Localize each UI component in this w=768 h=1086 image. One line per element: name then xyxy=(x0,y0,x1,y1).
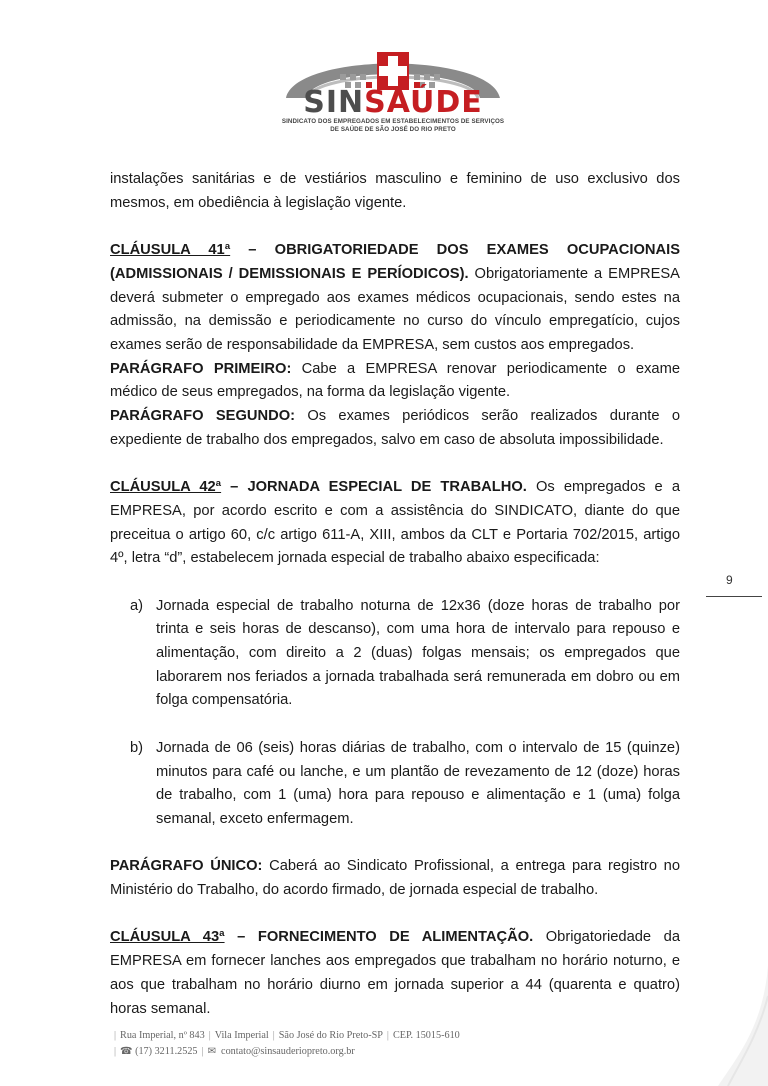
clause-43-heading: CLÁUSULA 43ª xyxy=(110,929,225,946)
intro-paragraph: instalações sanitárias e de vestiários masculino e feminino de uso exclusivo dos mesmos, em obediência à legislação vigente. xyxy=(110,171,680,211)
list-marker: a) xyxy=(130,597,144,614)
sinsaude-logo xyxy=(278,40,508,134)
clause-43-text: Obrigatoriedade da EMPRESA em fornecer lanches aos empregados que trabalham no horário noturno, e aos que trabalham no horário diurno em jornada superior a 44 (quarenta e quatro) horas semanal. xyxy=(110,929,680,1017)
page-number-rule xyxy=(706,596,762,597)
clause-43-title: FORNECIMENTO DE ALIMENTAÇÃO. xyxy=(257,929,534,946)
clause-42: CLÁUSULA 42ª – JORNADA ESPECIAL DE TRABALHO. Os empregados e a EMPRESA, por acordo escrito e com a assistência do SINDICATO, diante do que preceitua o artigo 60, c/c artigo 611-A, XIII, ambos da CLT e Portaria 702/2015, artigo 4º, letra “d”, estabelecem jornada especial de trabalho abaixo especificada: xyxy=(110,479,680,567)
list-item-text: Jornada de 06 (seis) horas diárias de trabalho, com o intervalo de 15 (quinze) minutos para café ou lanche, e um plantão de revezamento de 12 (doze) horas de trabalho, com 1 (uma) hora para repouso e alimentação e 1 (uma) folga semanal, exceto enfermagem. xyxy=(156,739,680,827)
logo-wordmark: SINSAÚDE xyxy=(303,85,483,120)
document-body xyxy=(110,168,680,1021)
clause-41-heading: CLÁUSULA 41ª xyxy=(110,242,231,259)
footer-address-line: | Rua Imperial, nº 843 | Vila Imperial | São José do Rio Preto-SP | CEP. 15015-610 xyxy=(114,1030,460,1041)
footer-email[interactable]: contato@sinsauderiopreto.org.br xyxy=(221,1045,355,1057)
list-marker: b) xyxy=(130,739,144,756)
footer-phone: (17) 3211.2525 xyxy=(135,1045,198,1057)
clause-42-paragraph-unico: PARÁGRAFO ÚNICO: Caberá ao Sindicato Profissional, a entrega para registro no Ministério do Trabalho, do acordo firmado, de jornada especial de trabalho. xyxy=(110,858,680,899)
footer-address: Rua Imperial, nº 843 xyxy=(120,1030,205,1041)
phone-icon: ☎ xyxy=(120,1045,133,1057)
list-item-text: Jornada especial de trabalho noturna de 12x36 (doze horas de trabalho por trinta e seis horas de descanso), com uma hora de intervalo para repouso e alimentação, com direito a 2 (duas) folgas mensais; os empregados que laborarem nos feriados a jornada trabalhada será remunerada em dobro ou em folga compensatória. xyxy=(156,597,680,709)
footer-district: Vila Imperial xyxy=(214,1030,269,1041)
page-number: 9 xyxy=(726,573,733,587)
clause-41: CLÁUSULA 41ª – OBRIGATORIEDADE DOS EXAMES OCUPACIONAIS (ADMISSIONAIS / DEMISSIONAIS E PERÍODICOS). Obrigatoriamente a EMPRESA deverá submeter o empregado aos exames médicos ocupacionais, sendo estes na admissão, na demissão e periodicamente no curso do vínculo empregatício, cujos exames serão de responsabilidade da EMPRESA, sem custos aos empregados. xyxy=(110,242,680,353)
clause-42-title: JORNADA ESPECIAL DE TRABALHO. xyxy=(247,479,527,496)
clause-41-paragraph-2: PARÁGRAFO SEGUNDO: Os exames periódicos serão realizados durante o expediente de trabalho dos empregados, salvo em caso de absoluta impossibilidade. xyxy=(110,408,680,448)
logo-subtitle-line2: DE SAÚDE DE SÃO JOSÉ DO RIO PRETO xyxy=(330,126,456,133)
clause-42-heading: CLÁUSULA 42ª xyxy=(110,479,222,496)
footer-cep: CEP. 15015-610 xyxy=(392,1030,460,1041)
footer-contact-line: | ☎ (17) 3211.2525 | ✉ contato@sinsauderiopreto.org.br xyxy=(114,1045,355,1057)
footer-city: São José do Rio Preto-SP xyxy=(278,1030,383,1041)
footer xyxy=(110,1028,630,1059)
clause-41-title: OBRIGATORIEDADE DOS EXAMES OCUPACIONAIS (ADMISSIONAIS / DEMISSIONAIS E PERÍODICOS). xyxy=(110,242,680,282)
list-item xyxy=(130,737,680,832)
clause-43: CLÁUSULA 43ª – FORNECIMENTO DE ALIMENTAÇÃO. Obrigatoriedade da EMPRESA em fornecer lanches aos empregados que trabalham no horário noturno, e aos que trabalham no horário diurno em jornada superior a 44 (quarenta e quatro) horas semanal. xyxy=(110,929,680,1017)
clause-41-text: Obrigatoriamente a EMPRESA deverá submeter o empregado aos exames médicos ocupacionais, sendo estes na admissão, na demissão e periodicamente no curso do vínculo empregatício, cujos exames serão de responsabilidade da EMPRESA, sem custos aos empregados. xyxy=(110,265,680,353)
logo-subtitle-line1: SINDICATO DOS EMPREGADOS EM ESTABELECIMENTOS DE SERVIÇOS xyxy=(281,118,505,125)
clause-41-paragraph-1: PARÁGRAFO PRIMEIRO: Cabe a EMPRESA renovar periodicamente o exame médico de seus empregados, na forma da legislação vigente. xyxy=(110,360,680,401)
list-item xyxy=(130,595,680,714)
corner-decoration xyxy=(708,966,768,1086)
envelope-icon: ✉ xyxy=(207,1045,216,1057)
clause-42-text: Os empregados e a EMPRESA, por acordo escrito e com a assistência do SINDICATO, diante do que preceitua o artigo 60, c/c artigo 611-A, XIII, ambos da CLT e Portaria 702/2015, artigo 4º, letra “d”, estabelecem jornada especial de trabalho abaixo especificada: xyxy=(110,479,680,567)
